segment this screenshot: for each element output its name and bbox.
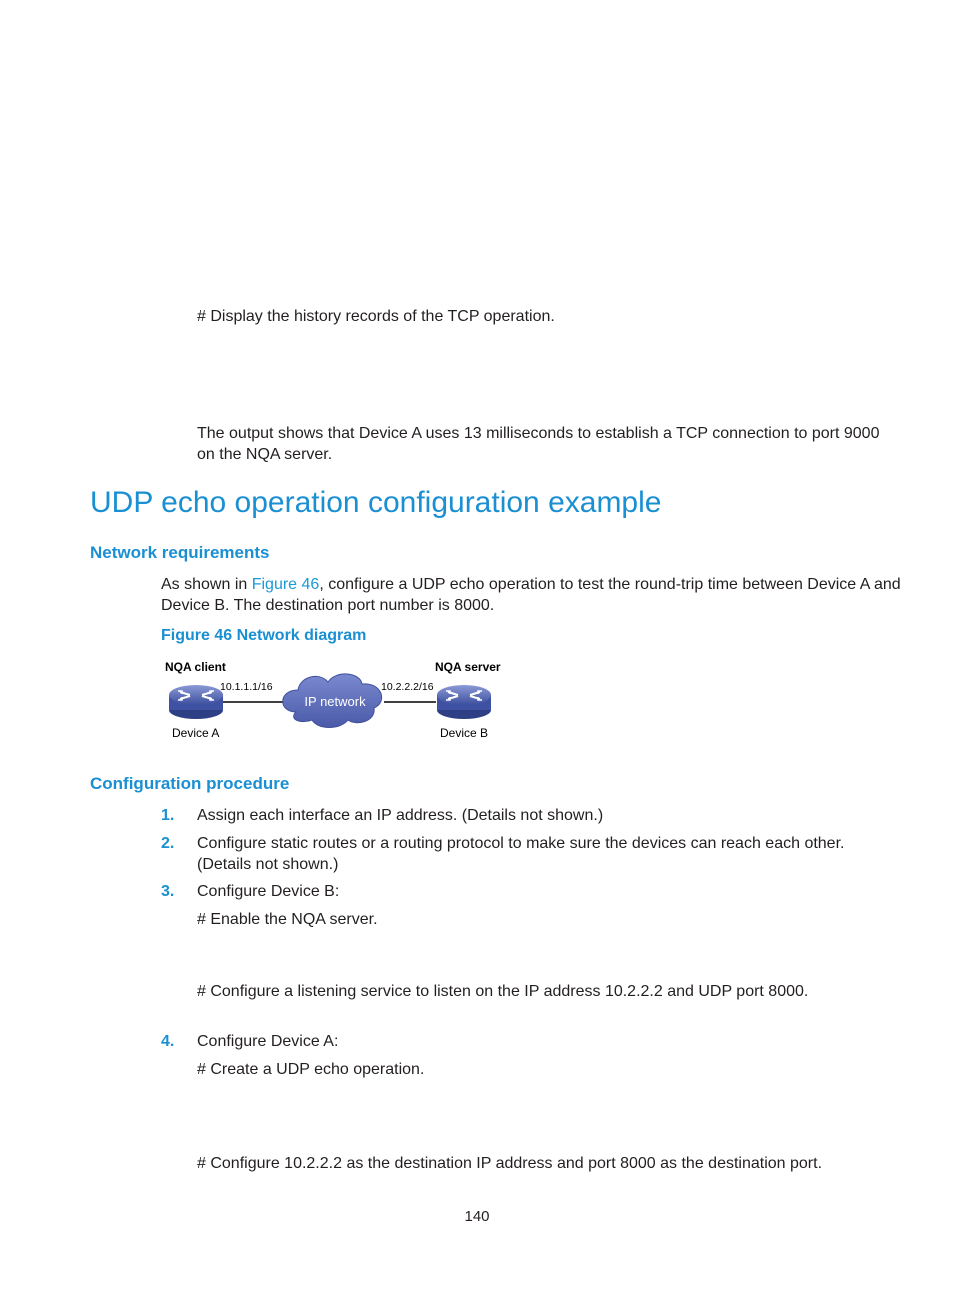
requirements-paragraph-line1 [161,574,901,595]
network-diagram [160,650,520,750]
step-text: Configure Device A: [197,1033,339,1050]
step-text-continued: (Details not shown.) [197,856,339,873]
output-text-line2: on the NQA server. [197,446,333,463]
client-ip-label: 10.1.1.1/16 [220,681,273,693]
display-history-text: # Display the history records of the TCP operation. [197,308,555,325]
server-ip-label: 10.2.2.2/16 [381,681,434,693]
paragraph-suffix: , configure a UDP echo operation to test the round-trip time between Device A and [319,576,901,593]
step-number: 1. [161,807,175,824]
listen-service-text: # Configure a listening service to listen on the IP address 10.2.2.2 and UDP port 8000. [197,983,809,1000]
requirements-paragraph-line2: Device B. The destination port number is 8000. [161,597,495,614]
router-icon [169,685,223,719]
cloud-label: IP network [304,694,366,709]
configuration-procedure-heading: Configuration procedure [90,774,290,793]
step-text: Configure static routes or a routing protocol to make sure the devices can reach each other. [197,835,845,852]
step-text: Assign each interface an IP address. (Details not shown.) [197,807,604,824]
configure-dest-text: # Configure 10.2.2.2 as the destination IP address and port 8000 as the destination port. [197,1155,823,1172]
server-label: NQA server [435,660,501,674]
step-number: 2. [161,835,175,852]
network-requirements-heading: Network requirements [90,543,270,562]
paragraph-prefix: As shown in [161,576,252,593]
create-udp-text: # Create a UDP echo operation. [197,1061,425,1078]
client-label: NQA client [165,660,226,674]
enable-server-text: # Enable the NQA server. [197,911,378,928]
figure-caption: Figure 46 Network diagram [161,627,367,644]
device-b-label: Device B [440,726,489,740]
step-text: Configure Device B: [197,883,340,900]
device-a-label: Device A [172,726,220,740]
step-number: 4. [161,1033,175,1050]
figure-46-link[interactable]: Figure 46 [251,576,320,593]
router-icon [437,685,491,719]
page-number: 140 [464,1208,490,1225]
step-number: 3. [161,883,175,900]
output-text-line1: The output shows that Device A uses 13 milliseconds to establish a TCP connection to port 9000 [197,425,880,442]
section-title: UDP echo operation configuration example [90,486,662,519]
